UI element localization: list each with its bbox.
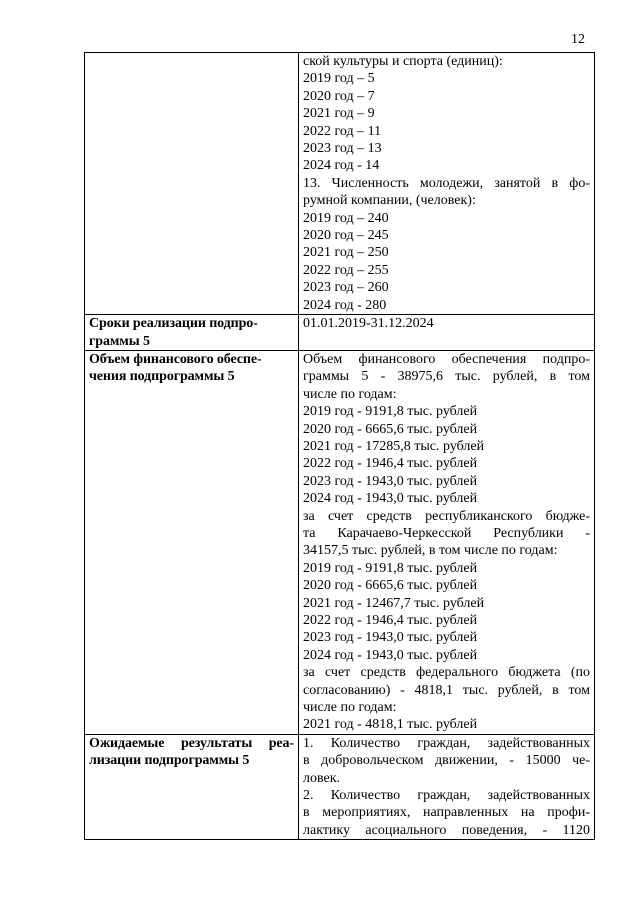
content-line: согласованию) - 4818,1 тыс. рублей, в том <box>303 682 590 698</box>
row-content-cell <box>299 350 595 734</box>
content-line: 2021 год - 4818,1 тыс. рублей <box>303 717 478 733</box>
content-line: числе по годам: <box>303 700 397 716</box>
content-line: 2019 год - 9191,8 тыс. рублей <box>303 560 478 576</box>
content-line: ловек. <box>303 770 341 786</box>
content-line: в добровольческом движении, - 15000 че- <box>303 753 590 769</box>
label-line: лизации подпрограммы 5 <box>89 753 250 769</box>
label-line: чения подпрограммы 5 <box>89 369 235 385</box>
content-line: 2024 год - 1943,0 тыс. рублей <box>303 491 478 507</box>
content-line: румной компании, (человек): <box>303 193 476 209</box>
content-line: 2022 год - 1946,4 тыс. рублей <box>303 456 478 472</box>
content-line: за счет средств республиканского бюдже- <box>303 508 590 524</box>
content-line: 2019 год – 240 <box>303 210 389 226</box>
row-content-cell <box>299 315 595 351</box>
content-line: 2020 год - 6665,6 тыс. рублей <box>303 421 478 437</box>
label-line: граммы 5 <box>89 333 150 349</box>
content-line: за счет средств федерального бюджета (по <box>303 665 590 681</box>
content-line: 2024 год - 280 <box>303 297 387 313</box>
content-line: 1. Количество граждан, задействованных <box>303 735 590 751</box>
content-line: 2021 год - 12467,7 тыс. рублей <box>303 595 485 611</box>
content-line: числе по годам: <box>303 386 397 402</box>
page-number: 12 <box>571 32 585 47</box>
content-line: 2022 год – 255 <box>303 262 389 278</box>
content-line: 2024 год - 14 <box>303 158 380 174</box>
row-content-cell <box>299 734 595 839</box>
content-line: 2022 год - 1946,4 тыс. рублей <box>303 613 478 628</box>
content-line: 2023 год - 1943,0 тыс. рублей <box>303 473 478 489</box>
table-row <box>85 734 595 839</box>
content-line: граммы 5 - 38975,6 тыс. рублей, в том <box>303 369 590 385</box>
content-line: 2021 год – 250 <box>303 245 389 261</box>
table-row <box>85 53 595 315</box>
row-content-cell <box>299 53 595 315</box>
content-line: 2024 год - 1943,0 тыс. рублей <box>303 647 478 663</box>
content-line: 2. Количество граждан, задействованных <box>303 788 590 804</box>
table-body <box>85 53 595 840</box>
content-line: 2021 год – 9 <box>303 106 375 122</box>
label-line: Объем финансового обеспе- <box>89 351 262 367</box>
row-label-cell <box>85 350 299 734</box>
row-label-cell <box>85 53 299 315</box>
label-line: Сроки реализации подпро- <box>89 316 258 332</box>
content-line: лактику асоциального поведения, - 1120 <box>303 822 590 838</box>
content-line: 2022 год – 11 <box>303 123 382 139</box>
content-line: 2023 год – 260 <box>303 280 389 296</box>
content-line: 2020 год – 7 <box>303 88 375 104</box>
content-line: 13. Численность молодежи, занятой в фо- <box>303 175 590 191</box>
row-label-cell <box>85 734 299 839</box>
table-row <box>85 315 595 351</box>
content-line: Объем финансового обеспечения подпро- <box>303 351 590 367</box>
content-line: 01.01.2019-31.12.2024 <box>303 316 434 332</box>
content-line: 2019 год – 5 <box>303 71 375 87</box>
content-line: 34157,5 тыс. рублей, в том числе по годам: <box>303 543 558 559</box>
table-row <box>85 350 595 734</box>
content-line: в мероприятиях, направленных на профи- <box>303 805 590 821</box>
content-line: ской культуры и спорта (единиц): <box>303 54 503 69</box>
content-line: 2020 год – 245 <box>303 228 389 244</box>
row-label-cell <box>85 315 299 351</box>
content-line: 2019 год - 9191,8 тыс. рублей <box>303 404 478 420</box>
content-line: 2020 год - 6665,6 тыс. рублей <box>303 578 478 594</box>
content-line: 2021 год - 17285,8 тыс. рублей <box>303 438 485 454</box>
content-line: 2023 год - 1943,0 тыс. рублей <box>303 630 478 646</box>
label-line: Ожидаемые результаты реа- <box>89 735 294 751</box>
subprogram-passport-table <box>84 52 595 840</box>
content-line: 2023 год – 13 <box>303 141 382 157</box>
content-line: та Карачаево-Черкесской Республики - <box>303 525 590 541</box>
